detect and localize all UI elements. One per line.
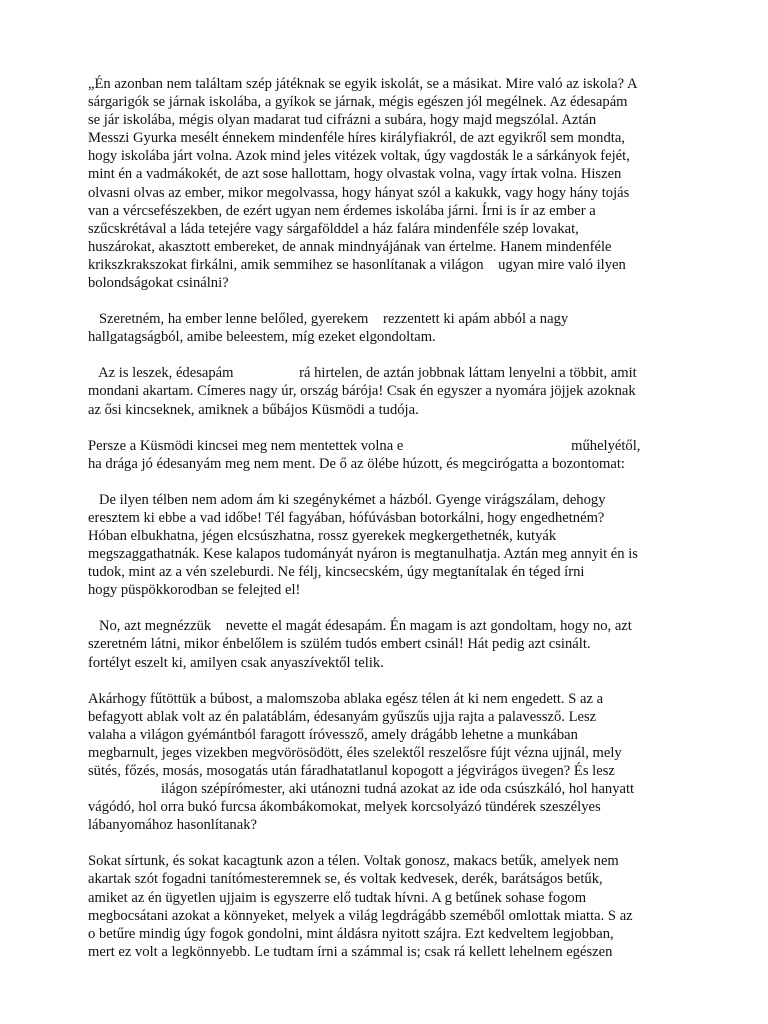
text-line: hogy iskolába járt volna. Azok mind jeles vitézek voltak, úgy vagdosták le a sárkányok fejét, bbox=[88, 148, 630, 165]
text-line: az ősi kincseknek, amiknek a bűbájos Küsmödi a tudója. bbox=[88, 401, 419, 418]
paragraph bbox=[88, 364, 688, 418]
text-line: bolondságokat csinálni? bbox=[88, 275, 229, 292]
text-line: hallgatagságból, amibe beleestem, míg ezeket elgondoltam. bbox=[88, 329, 436, 346]
text-line: huszárokat, akasztott embereket, de annak mindnyájának van értelme. Hanem mindenféle bbox=[88, 238, 612, 255]
text-line: lábanyomához hasonlítanak? bbox=[88, 817, 257, 834]
text-line: eresztem ki ebbe a vad időbe! Tél fagyában, hófúvásban botorkálni, hogy engedhetném? bbox=[88, 509, 605, 526]
text-line: megbocsátani azokat a könnyeket, melyek a világ legdrágább szeméből omlottak miatta. S az bbox=[88, 907, 633, 924]
text-line: hogy püspökkorodban se felejted el! bbox=[88, 582, 301, 599]
text-line: krikszkrakszokat firkálni, amik semmihez se hasonlítanak a világon ugyan mire való ilyen bbox=[88, 256, 626, 273]
paragraph bbox=[88, 310, 688, 346]
text-line: De ilyen télben nem adom ám ki szegénykémet a házból. Gyenge virágszálam, dehogy bbox=[88, 491, 606, 508]
text-line: befagyott ablak volt az én palatáblám, édesanyám gyűszűs ujja rajta a palavessző. Lesz bbox=[88, 708, 597, 725]
paragraph bbox=[88, 617, 688, 671]
text-line: o betűre mindig úgy fogok gondolni, mint áldásra nyitott szájra. Ezt kedveltem legjobban, bbox=[88, 925, 614, 942]
text-line: valaha a világon gyémántból faragott íróvessző, amely drágább lehetne a munkában bbox=[88, 726, 578, 743]
paragraph bbox=[88, 852, 688, 961]
text-line: szeretném látni, mikor énbelőlem is szülém tudós embert csinál! Hát pedig azt csinált. bbox=[88, 636, 591, 653]
paragraph bbox=[88, 437, 688, 473]
text-line: mondani akartam. Címeres nagy úr, ország bárója! Csak én egyszer a nyomára jöjjek azoknak bbox=[88, 383, 636, 400]
text-line: olvasni olvas az ember, mikor megolvassa, hogy hányat szól a kakukk, vagy hogy hány tojás bbox=[88, 184, 630, 201]
text-line: szűcskrétával a láda tetejére vagy sárgafölddel a ház falára mindenféle szép lovakat, bbox=[88, 220, 579, 237]
text-line: mert ez volt a legkönnyebb. Le tudtam írni a számmal is; csak rá kellett lehelnem egészen bbox=[88, 943, 613, 960]
text-line: megszaggathatnák. Kese kalapos tudományát nyáron is megtanulhatja. Aztán meg annyit én is bbox=[88, 546, 638, 563]
text-line: akartak szót fogadni tanítómesteremnek se, és voltak kedvesek, derék, barátságos betűk, bbox=[88, 871, 603, 888]
text-line: sütés, főzés, mosás, mosogatás után fáradhatatlanul kopogott a jégvirágos üvegen? És lesz bbox=[88, 763, 615, 779]
paragraph bbox=[88, 75, 688, 292]
text-line: megbarnult, jeges vizekben megvörösödött, éles szelektől reszelősre fújt vézna ujjnál, mely bbox=[88, 744, 622, 761]
paragraph bbox=[88, 690, 688, 835]
text-line: Messzi Gyurka mesélt énnekem mindenféle híres királyfiakról, de azt egyikről sem mondta, bbox=[88, 130, 625, 147]
text-line: se jár iskolába, mégis olyan madarat tud cifrázni a subára, hogy majd megszólal. Aztán bbox=[88, 112, 597, 129]
text-line: sárgarigók se járnak iskolába, a gyíkok se járnak, mégis egészen jól megélnek. Az édesapám bbox=[88, 94, 628, 111]
text-line: vágódó, hol orra bukó furcsa ákombákomokat, melyek korcsolyázó tündérek szeszélyes bbox=[88, 799, 601, 816]
text-line: Akárhogy fűtöttük a búbost, a malomszoba ablaka egész télen át ki nem engedett. S az a bbox=[88, 690, 604, 707]
text-line: Az is leszek, édesapám rá hirtelen, de aztán jobbnak láttam lenyelni a többit, amit bbox=[88, 365, 637, 382]
text-line: tudok, mint az a vén szeleburdi. Ne félj, kincsecském, úgy megtanítalak én téged írni bbox=[88, 564, 585, 581]
text-line: ilágon szépírómester, aki utánozni tudná azokat az ide oda csúszkáló, hol hanyatt bbox=[88, 781, 635, 798]
text-line: No, azt megnézzük nevette el magát édesapám. Én magam is azt gondoltam, hogy no, azt bbox=[88, 618, 632, 635]
document-body bbox=[88, 75, 688, 979]
text-line: fortélyt eszelt ki, amilyen csak anyaszívektől telik. bbox=[88, 654, 384, 671]
text-line: amiket az én ügyetlen ujjaim is egyszerre elő tudtak hívni. A g betűnek sohase fogom bbox=[88, 889, 587, 906]
text-line: Sokat sírtunk, és sokat kacagtunk azon a télen. Voltak gonosz, makacs betűk, amelyek nem bbox=[88, 853, 619, 870]
text-line: Persze a Küsmödi kincsei meg nem mentettek volna e műhelyétől, bbox=[88, 437, 641, 454]
text-line: mint én a vadmákokét, de azt sose hallottam, hogy olvastak volna, vagy írtak volna. Hiszen bbox=[88, 166, 622, 183]
text-line: Szeretném, ha ember lenne belőled, gyerekem rezzentett ki apám abból a nagy bbox=[88, 311, 569, 328]
text-line: Hóban elbukhatna, jégen elcsúszhatna, rossz gyerekek megkergethetnék, kutyák bbox=[88, 527, 557, 544]
text-line: „Én azonban nem találtam szép játéknak se egyik iskolát, se a másikat. Mire való az iskola? A bbox=[88, 76, 638, 92]
text-line: ha drága jó édesanyám meg nem ment. De ő az ölébe húzott, és megcirógatta a bozontomat: bbox=[88, 455, 625, 472]
text-line: van a vércsefészekben, de ezért ugyan nem érdemes iskolába járni. Írni is ír az ember a bbox=[88, 202, 596, 219]
paragraph bbox=[88, 491, 688, 600]
